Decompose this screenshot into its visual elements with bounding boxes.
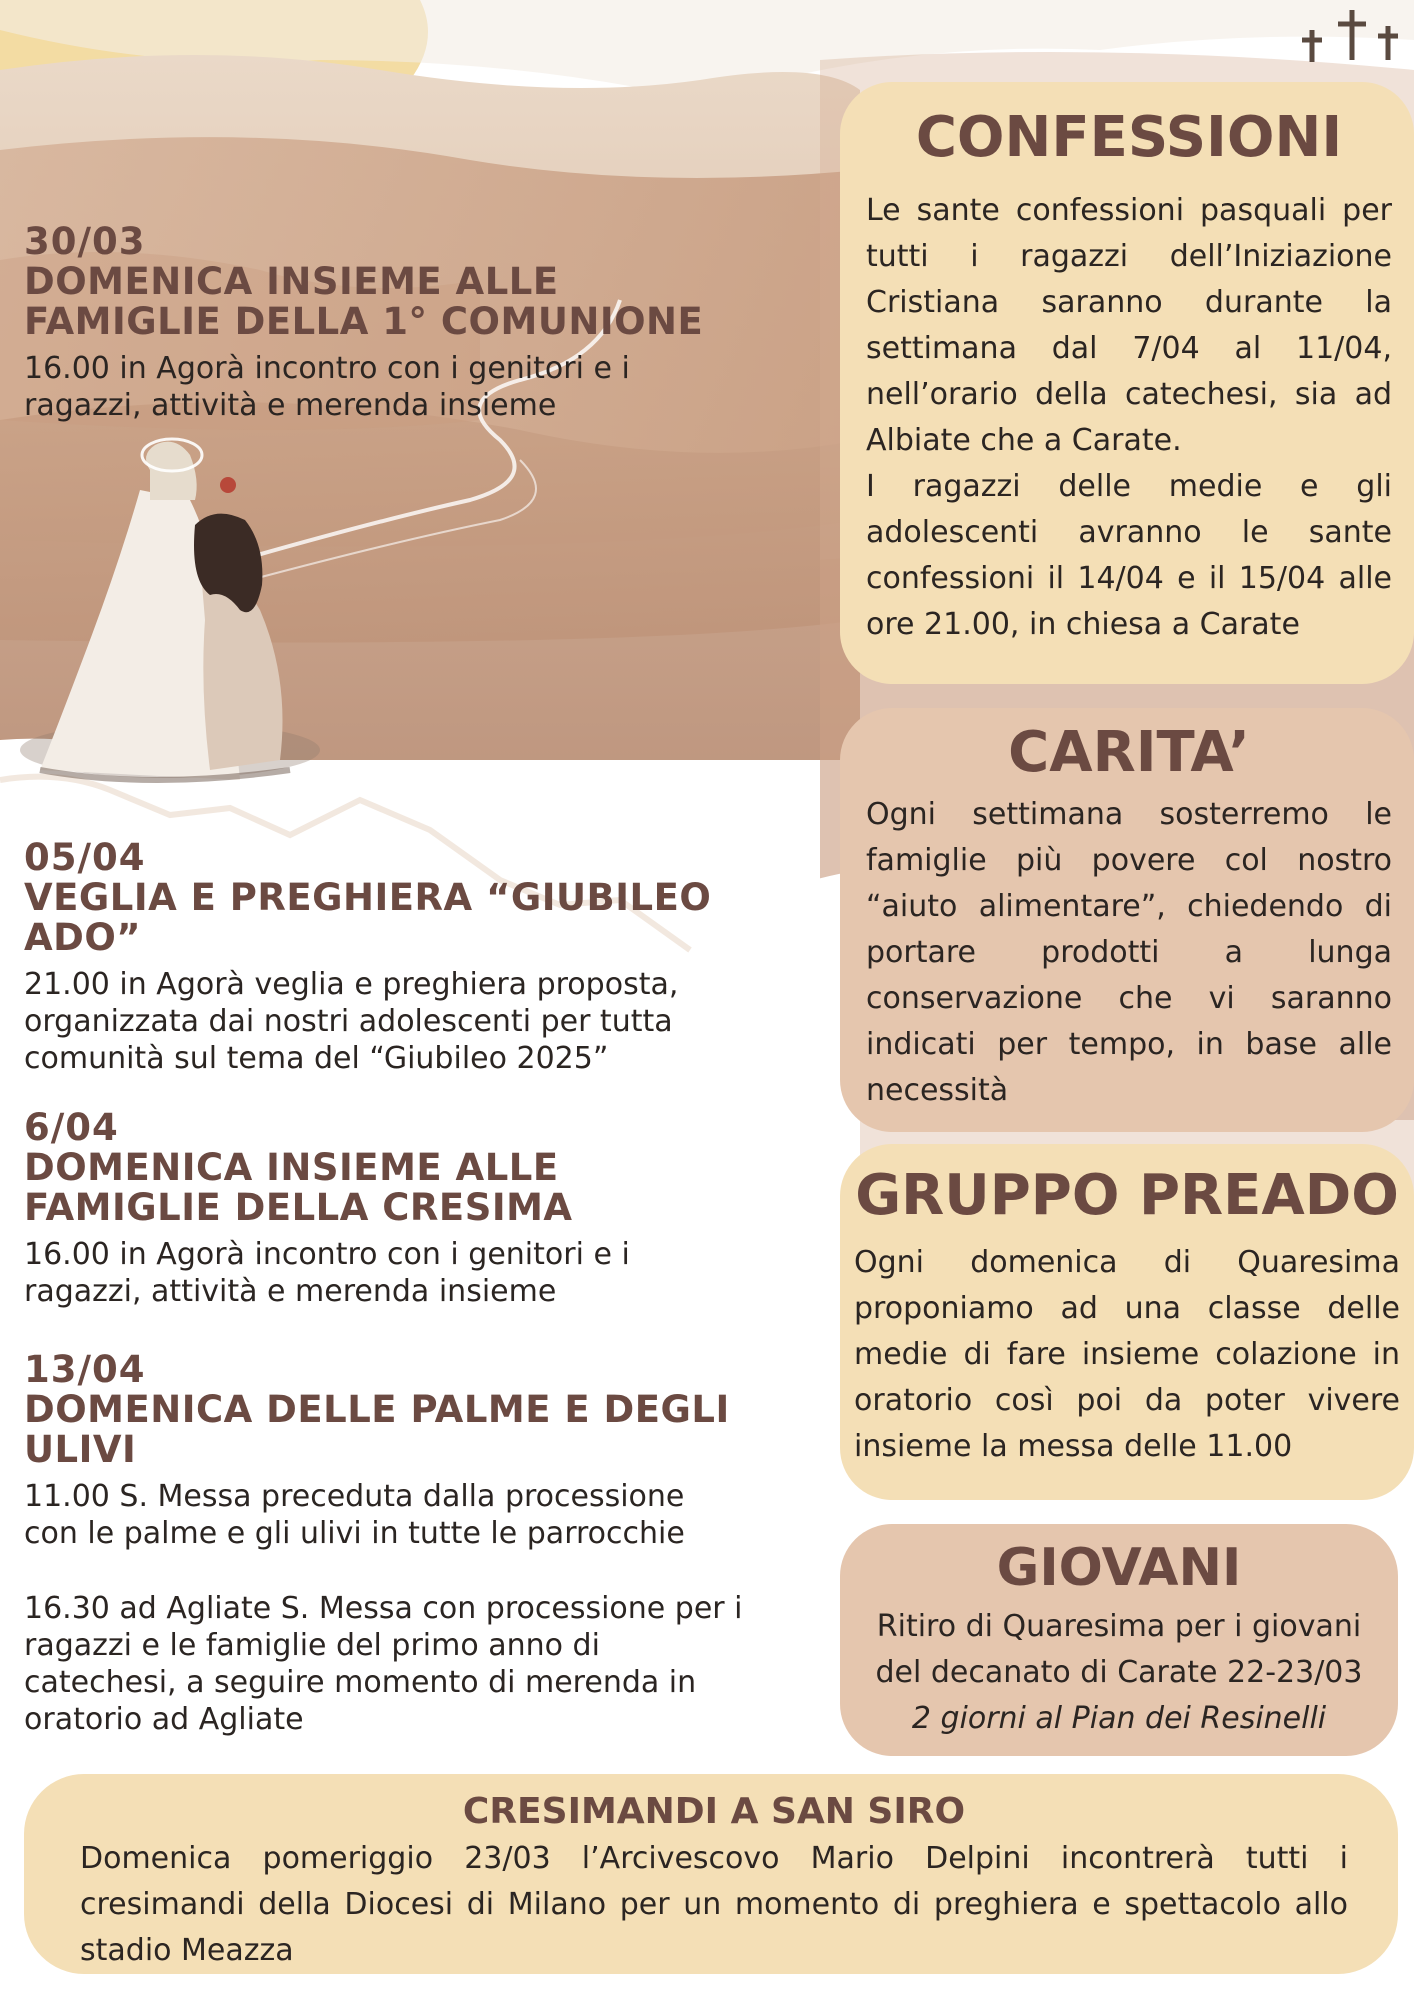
box-text: Le sante confessioni pasquali per tutti i ragazzi dell’Iniziazione Cristiana saranno durante la settimana dal 7/04 al 11/04, nell’orario della catechesi, sia ad Albiate che a Carate.	[866, 193, 1392, 458]
box-text: I ragazzi delle medie e gli adolescenti avranno le sante confessioni il 14/04 e il 15/04 alle ore 21.00, in chiesa a Carate	[866, 469, 1392, 642]
event-title: VEGLIA E PREGHIERA “GIUBILEO ADO”	[24, 876, 712, 959]
event-description: 11.00 S. Messa preceduta dalla processione con le palme e gli ulivi in tutte le parrocchie	[24, 1479, 685, 1551]
event-date: 13/04	[24, 1348, 146, 1391]
box-text: Ritiro di Quaresima per i giovani del decanato di Carate 22-23/03	[875, 1609, 1363, 1690]
giovani-box	[840, 1524, 1398, 1756]
event-date: 05/04	[24, 836, 146, 879]
event-title: DOMENICA INSIEME ALLE FAMIGLIE DELLA CRESIMA	[24, 1146, 573, 1229]
box-title: GRUPPO PREADO	[855, 1163, 1399, 1228]
event-description: 16.00 in Agorà incontro con i genitori e i ragazzi, attività e merenda insieme	[24, 351, 630, 423]
event-description: 16.00 in Agorà incontro con i genitori e i ragazzi, attività e merenda insieme	[24, 1237, 630, 1309]
event-date: 30/03	[24, 220, 146, 263]
gruppo-preado-box	[840, 1144, 1414, 1500]
confessioni-box	[840, 82, 1414, 684]
event-description: 16.30 ad Agliate S. Messa con processione per i ragazzi e le famiglie del primo anno di catechesi, a seguire momento di merenda in oratorio ad Agliate	[24, 1591, 743, 1737]
carita-box	[840, 708, 1414, 1132]
event-title: DOMENICA DELLE PALME E DEGLI ULIVI	[24, 1388, 730, 1471]
event-date: 6/04	[24, 1106, 119, 1149]
event-6-04	[24, 1108, 744, 1310]
box-title: CARITA’	[1008, 720, 1250, 785]
event-13-04	[24, 1350, 744, 1738]
box-title: CONFESSIONI	[915, 105, 1343, 170]
event-30-03	[24, 222, 744, 424]
box-text: Ogni domenica di Quaresima proponiamo ad una classe delle medie di fare insieme colazione in oratorio così poi da poter vivere insieme la messa delle 11.00	[854, 1245, 1400, 1464]
box-text: Ogni settimana sosterremo le famiglie più povere col nostro “aiuto alimentare”, chiedendo di portare prodotti a lunga conservazione che vi saranno indicati per tempo, in base alle necessità	[866, 797, 1392, 1108]
box-title: GIOVANI	[996, 1538, 1242, 1598]
event-description: 21.00 in Agorà veglia e preghiera proposta, organizzata dai nostri adolescenti per tutta comunità sul tema del “Giubileo 2025”	[24, 967, 679, 1076]
event-title: DOMENICA INSIEME ALLE FAMIGLIE DELLA 1° COMUNIONE	[24, 260, 704, 343]
event-05-04	[24, 838, 744, 1077]
cresimandi-box	[24, 1774, 1398, 1974]
box-title: CRESIMANDI A SAN SIRO	[462, 1791, 966, 1832]
box-italic-text: 2 giorni al Pian dei Resinelli	[911, 1701, 1327, 1736]
box-text: Domenica pomeriggio 23/03 l’Arcivescovo Mario Delpini incontrerà tutti i cresimandi della Diocesi di Milano per un momento di preghiera e spettacolo allo stadio Meazza	[80, 1841, 1348, 1968]
